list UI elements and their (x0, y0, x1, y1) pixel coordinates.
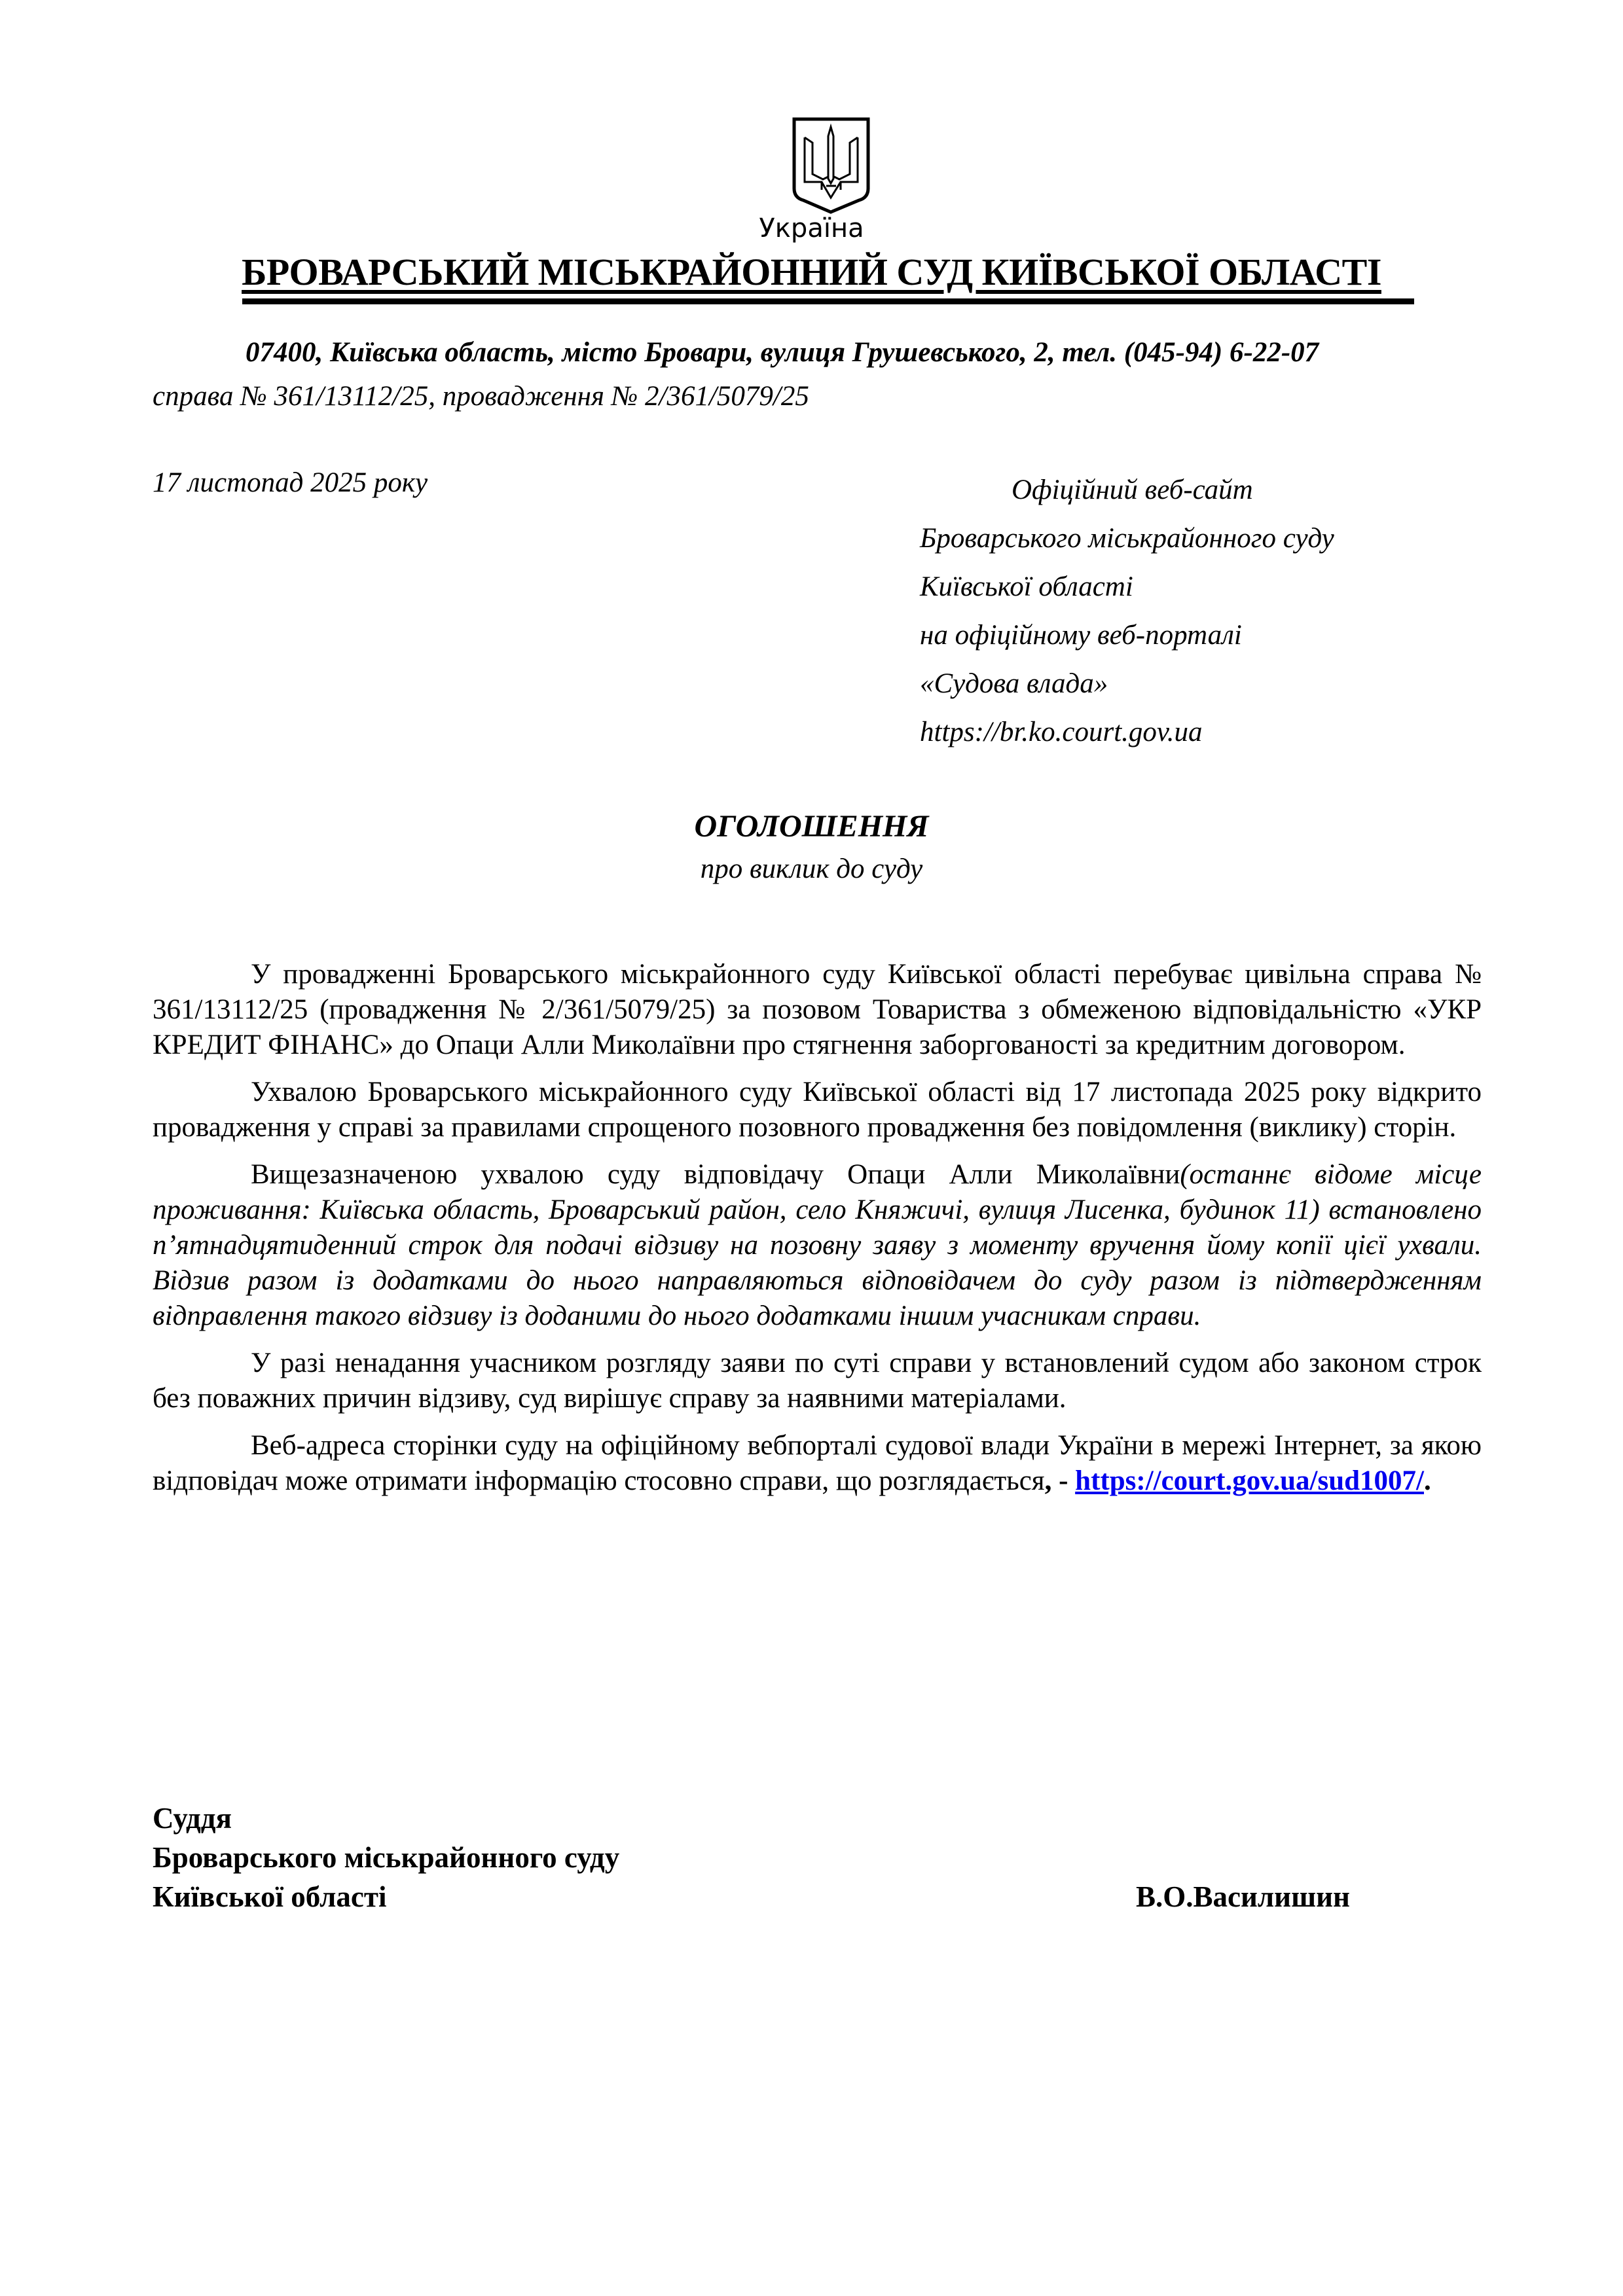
paragraph-consequence: У разі ненадання учасником розгляду заяви по суті справи у встановлений судом або законом строк без поважних причин відзиву, суд вирішує справу за наявними матеріалами. (153, 1348, 1482, 1414)
defendant-address-italic: (останнє відоме місце проживання: Київська область, Броварський район, село Княжичі, вулиця Лисенка, будинок 11) встановлено п’ятнадцятиденний строк для подачі відзиву на позовну заяву з моменту вручення йому копії цієї ухвали. Відзив разом із додатками до нього направляються відповідачем до суду разом із підтвердженням відправлення такого відзиву із доданими до нього додатками іншим учасникам справи. (153, 1159, 1482, 1331)
court-page-link[interactable]: https://court.gov.ua/sud1007/ (1075, 1465, 1424, 1496)
website-line: Київської області (920, 571, 1133, 602)
paragraph-ruling: Ухвалою Броварського міськрайонного суду Київської області від 17 листопада 2025 року відкрито провадження у справі за правилами спрощеного позовного провадження без повідомлення (виклику) сторін. (153, 1077, 1482, 1143)
paragraph-defendant-text: Вищезазначеною ухвалою суду відповідачу Опаци Алли Миколаївни (251, 1159, 1180, 1190)
court-address: 07400, Київська область, місто Бровари, вулиця Грушевського, 2, тел. (045-94) 6-22-07 (246, 337, 1319, 368)
signature-block (153, 1799, 619, 1916)
website-line: на офіційному веб-порталі (920, 620, 1242, 651)
separator: , - (1044, 1465, 1068, 1496)
website-line: Броварського міськрайонного суду (920, 523, 1334, 554)
court-name-text: БРОВАРСЬКИЙ МІСЬКРАЙОННИЙ СУД КИЇВСЬКОЇ ОБЛАСТІ (242, 251, 1381, 293)
judge-name: В.О.Василишин (1136, 1880, 1350, 1913)
paragraph-defendant-deadline (153, 1157, 1482, 1334)
paragraph-web-address (153, 1428, 1482, 1499)
paragraph-case-description: У провадженні Броварського міськрайонного суду Київської області перебуває цивільна справа № 361/13112/25 (провадження № 2/361/5079/25) за позовом Товариства з обмеженою відповідальністю «УКР КРЕДИТ ФІНАНС» до Опаци Алли Миколаївни про стягнення заборгованості за кредитним договором. (153, 959, 1482, 1060)
signature-title: Суддя (153, 1802, 232, 1835)
website-url: https://br.ko.court.gov.ua (920, 717, 1203, 747)
court-name-heading (0, 251, 1623, 293)
notice-title: ОГОЛОШЕННЯ (694, 809, 929, 844)
notice-subtitle: про виклик до суду (700, 853, 923, 884)
notice-date: 17 листопад 2025 року (153, 467, 428, 498)
website-line: «Судова влада» (920, 668, 1108, 699)
ukraine-trident-coat-of-arms-icon (790, 117, 872, 215)
notice-body (153, 957, 1482, 1511)
signature-region: Київської області (153, 1880, 387, 1913)
website-line: Офіційний веб-сайт (1012, 475, 1253, 505)
country-name: Україна (759, 213, 864, 243)
website-recipient-block (920, 466, 1334, 757)
signature-court: Броварського міськрайонного суду (153, 1841, 620, 1874)
web-address-text: Веб-адреса сторінки суду на офіційному вебпорталі судової влади України в мережі Інтернет, за якою відповідач може отримати інформацію стосовно справи, що розглядається (153, 1430, 1482, 1496)
link-period: . (1424, 1465, 1431, 1496)
header-divider (242, 298, 1414, 304)
case-number: справа № 361/13112/25, провадження № 2/361/5079/25 (153, 381, 809, 412)
